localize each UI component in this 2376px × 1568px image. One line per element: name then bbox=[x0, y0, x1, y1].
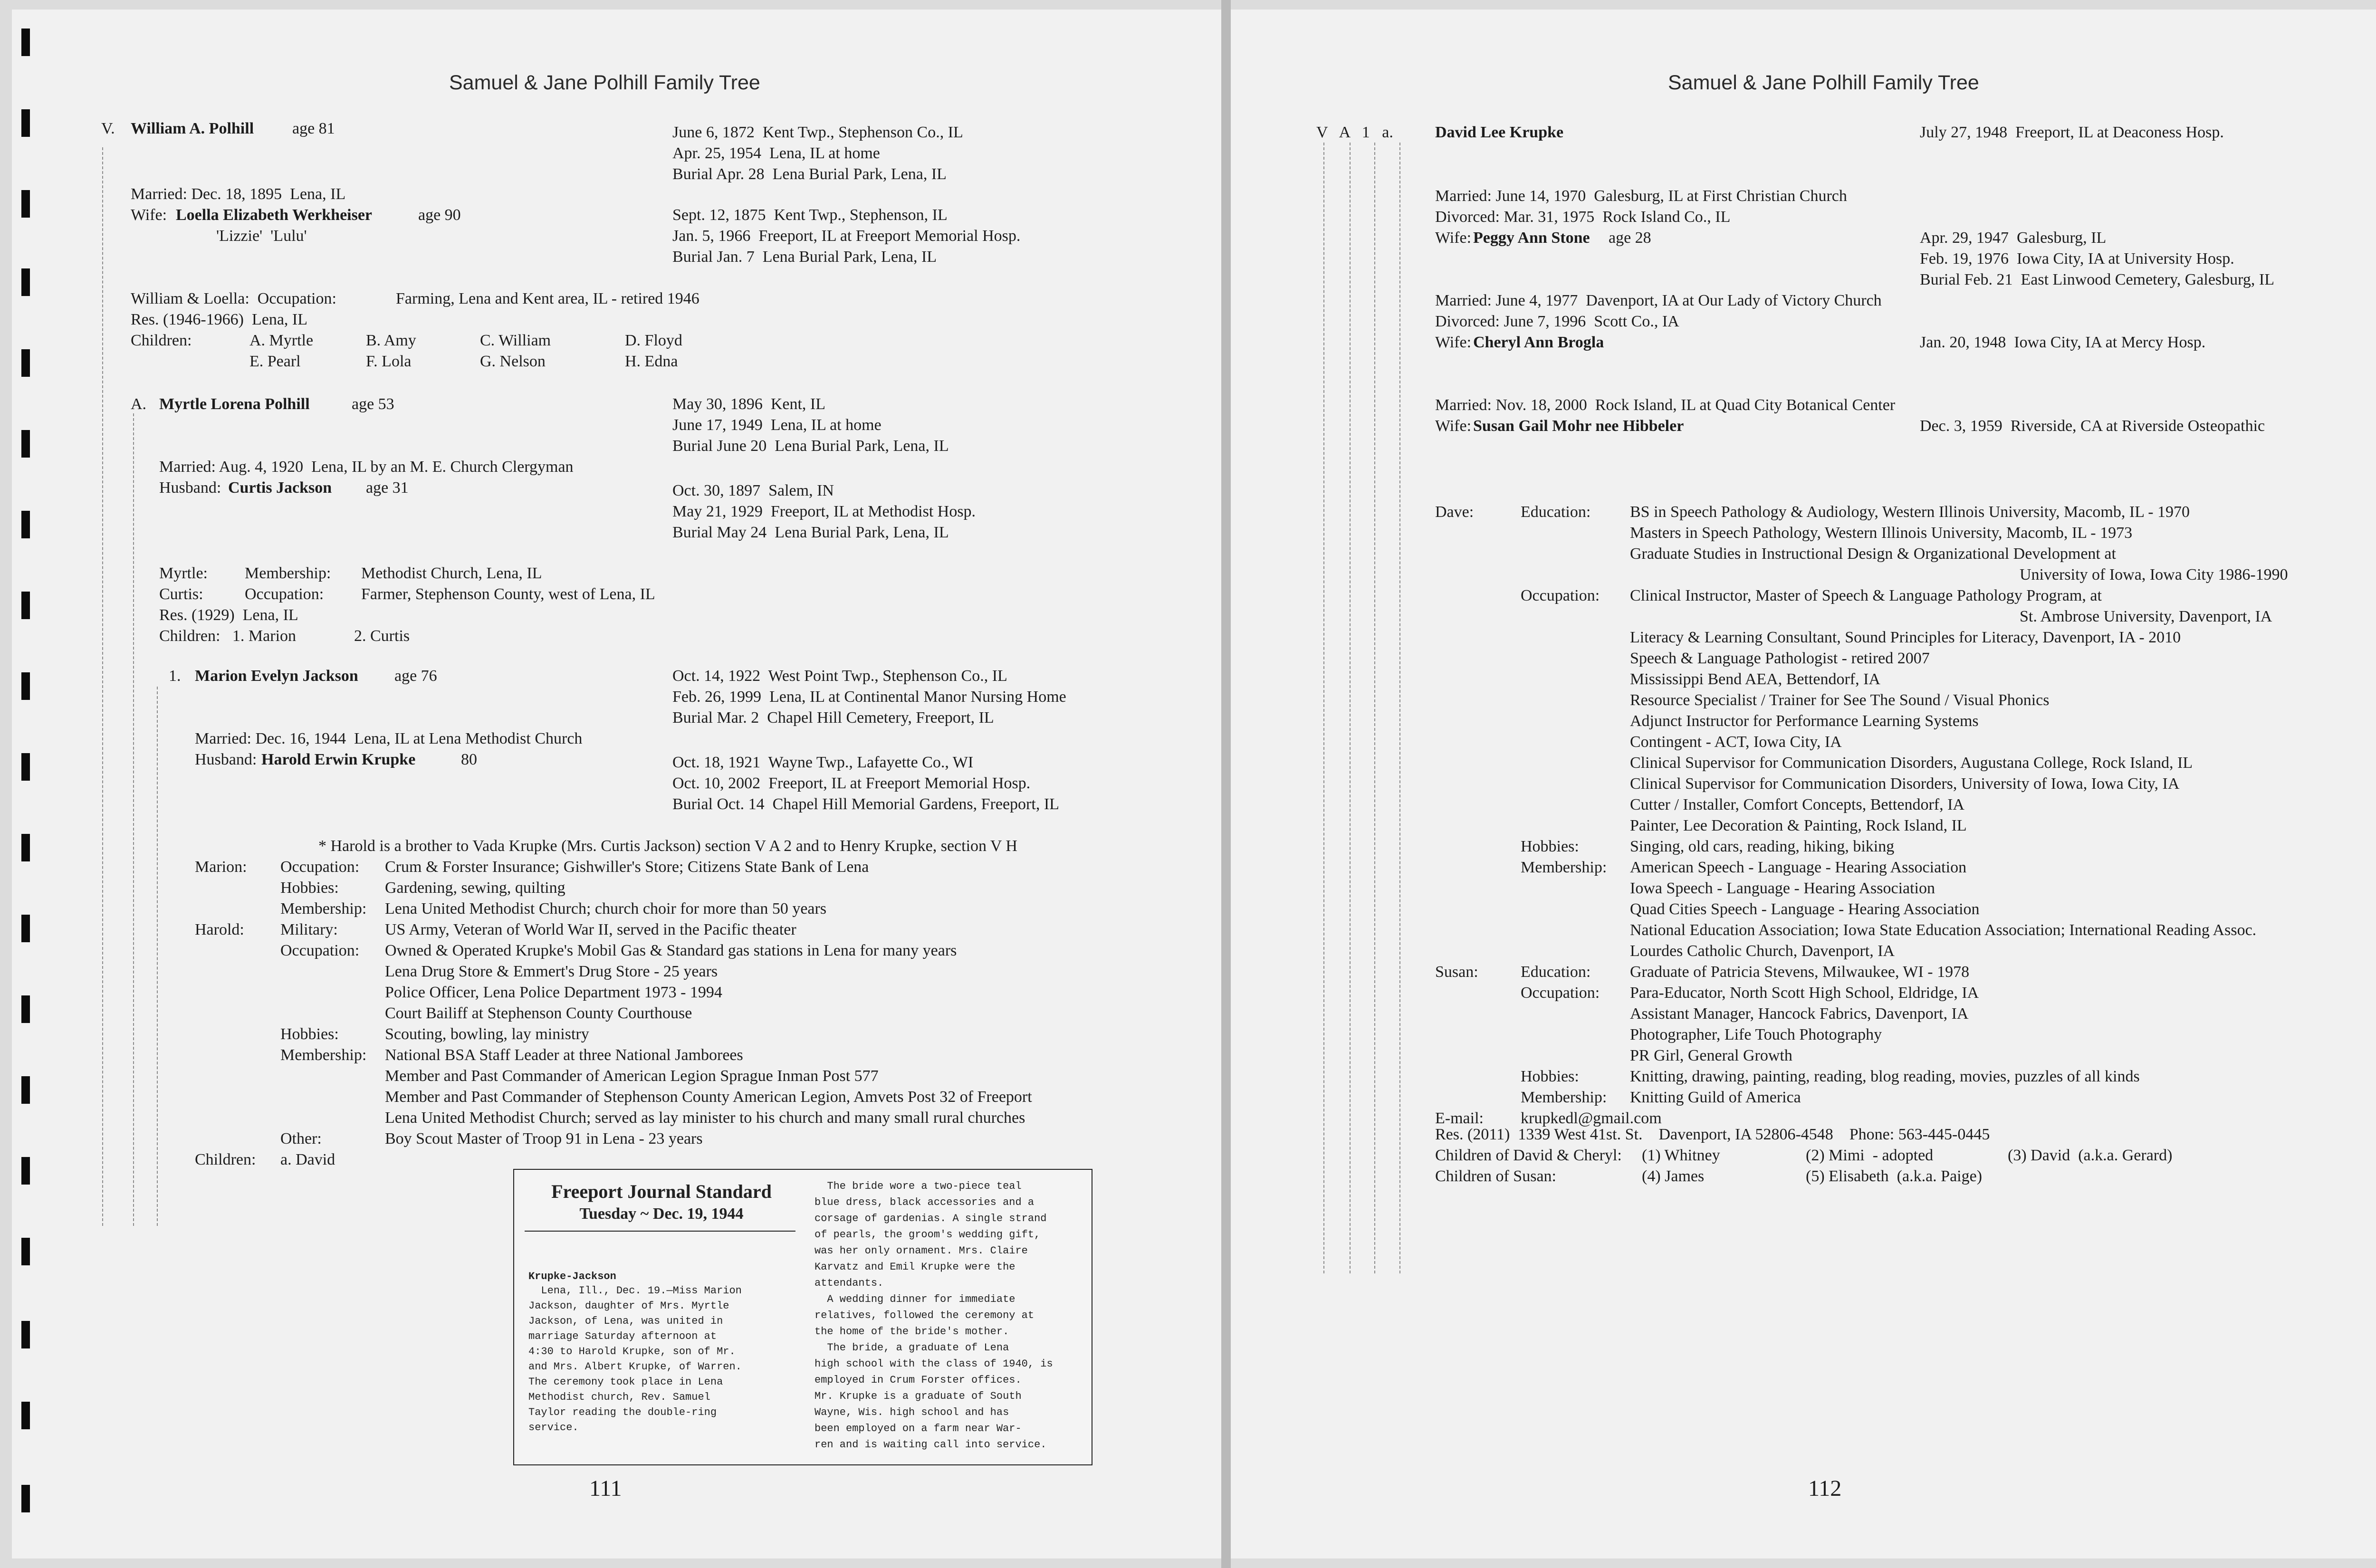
binder-hole bbox=[21, 190, 30, 218]
tree-line-v bbox=[1323, 143, 1324, 1273]
clipping-line: Karvatz and Emil Krupke were the bbox=[814, 1261, 1016, 1273]
detail-value: Clinical Supervisor for Communication Disorders, Augustana College, Rock Island, IL bbox=[1630, 754, 2193, 772]
clipping-line: Lena, Ill., Dec. 19.—Miss Marion bbox=[528, 1285, 742, 1297]
divorce: Divorced: June 7, 1996 Scott Co., IA bbox=[1435, 313, 1679, 330]
birth-date: Sept. 12, 1875 Kent Twp., Stephenson, IL bbox=[672, 206, 948, 224]
age: 80 bbox=[461, 751, 477, 768]
detail-key: Occupation: bbox=[1521, 587, 1600, 604]
child: H. Edna bbox=[625, 353, 678, 370]
birth-date: May 30, 1896 Kent, IL bbox=[672, 395, 826, 413]
child: (5) Elisabeth (a.k.a. Paige) bbox=[1806, 1167, 1983, 1185]
detail-value: Farmer, Stephenson County, west of Lena, IL bbox=[361, 585, 655, 603]
person-name: Marion Evelyn Jackson bbox=[195, 667, 358, 685]
spouse-label: Wife: bbox=[131, 206, 171, 224]
detail-key: Membership: bbox=[1521, 859, 1607, 876]
detail-value: Speech & Language Pathologist - retired 2007 bbox=[1630, 650, 1930, 667]
residence: Res. (1946-1966) Lena, IL bbox=[131, 311, 308, 328]
detail-value: Lourdes Catholic Church, Davenport, IA bbox=[1630, 942, 1895, 960]
detail-key: Occupation: bbox=[245, 585, 324, 603]
clipping-line: service. bbox=[528, 1422, 579, 1434]
child: (4) James bbox=[1642, 1167, 1705, 1185]
detail-value: Quad Cities Speech - Language - Hearing Association bbox=[1630, 900, 1980, 918]
detail-value: National BSA Staff Leader at three National Jamborees bbox=[385, 1046, 743, 1064]
spouse-name: Cheryl Ann Brogla bbox=[1473, 334, 1604, 351]
detail-key: Membership: bbox=[280, 1046, 367, 1064]
child: (2) Mimi - adopted bbox=[1806, 1147, 1934, 1164]
spouse-name: Curtis Jackson bbox=[228, 479, 332, 497]
clipping-dateline: Tuesday ~ Dec. 19, 1944 bbox=[579, 1205, 744, 1223]
child: C. William bbox=[480, 332, 551, 349]
birth-date: Oct. 18, 1921 Wayne Twp., Lafayette Co., WI bbox=[672, 754, 974, 771]
binder-hole bbox=[21, 1485, 30, 1512]
section-label: A. bbox=[131, 395, 147, 413]
birth-date: June 6, 1872 Kent Twp., Stephenson Co., IL bbox=[672, 124, 963, 141]
detail-person: Dave: bbox=[1435, 503, 1474, 521]
clipping-line: A wedding dinner for immediate bbox=[814, 1293, 1016, 1305]
spouse-label: Wife: bbox=[1435, 417, 1475, 435]
detail-value: Graduate of Patricia Stevens, Milwaukee, WI - 1978 bbox=[1630, 963, 1970, 981]
birth-date: Jan. 20, 1948 Iowa City, IA at Mercy Hosp. bbox=[1920, 334, 2206, 351]
child: (1) Whitney bbox=[1642, 1147, 1720, 1164]
binder-hole bbox=[21, 268, 30, 296]
detail-person: Harold: bbox=[195, 921, 244, 938]
detail-value: Member and Past Commander of American Legion Sprague Inman Post 577 bbox=[385, 1067, 879, 1085]
footnote: * Harold is a brother to Vada Krupke (Mrs. Curtis Jackson) section V A 2 and to Henry Krupke, section V H bbox=[318, 837, 1017, 855]
clipping-line: high school with the class of 1940, is bbox=[814, 1358, 1053, 1370]
binder-hole bbox=[21, 1157, 30, 1185]
birth-date: Oct. 14, 1922 West Point Twp., Stephenson Co., IL bbox=[672, 667, 1007, 685]
binder-hole bbox=[21, 995, 30, 1023]
detail-value: Crum & Forster Insurance; Gishwiller's Store; Citizens State Bank of Lena bbox=[385, 858, 869, 876]
page-number: 111 bbox=[589, 1476, 622, 1501]
clipping-line: The bride wore a two-piece teal bbox=[814, 1180, 1022, 1192]
spouse-name: Harold Erwin Krupke bbox=[261, 751, 416, 768]
age: age 53 bbox=[352, 395, 394, 413]
clipping-masthead: Freeport Journal Standard bbox=[551, 1181, 772, 1202]
child: G. Nelson bbox=[480, 353, 546, 370]
occupation: Farming, Lena and Kent area, IL - retired 1946 bbox=[396, 290, 699, 307]
clipping-line: of pearls, the groom's wedding gift, bbox=[814, 1229, 1041, 1241]
spouse-label: Wife: bbox=[1435, 334, 1475, 351]
clipping-line: relatives, followed the ceremony at bbox=[814, 1310, 1035, 1321]
burial: Burial Feb. 21 East Linwood Cemetery, Galesburg, IL bbox=[1920, 271, 2274, 288]
children-label: Children of David & Cheryl: bbox=[1435, 1147, 1622, 1164]
binder-hole bbox=[21, 1076, 30, 1104]
child: B. Amy bbox=[366, 332, 416, 349]
spouse-name: Loella Elizabeth Werkheiser bbox=[176, 206, 373, 224]
child: 2. Curtis bbox=[354, 627, 410, 645]
detail-value: BS in Speech Pathology & Audiology, Western Illinois University, Macomb, IL - 1970 bbox=[1630, 503, 2190, 521]
detail-value: Gardening, sewing, quilting bbox=[385, 879, 565, 897]
detail-key: Membership: bbox=[1521, 1089, 1607, 1106]
detail-value: National Education Association; Iowa State Education Association; International Reading Assoc. bbox=[1630, 921, 2257, 939]
detail-value: Member and Past Commander of Stephenson County American Legion, Amvets Post 32 of Freeport bbox=[385, 1088, 1032, 1106]
clipping-line: 4:30 to Harold Krupke, son of Mr. bbox=[528, 1346, 736, 1358]
binder-hole bbox=[21, 592, 30, 619]
detail-value: Contingent - ACT, Iowa City, IA bbox=[1630, 733, 1842, 751]
burial: Burial Mar. 2 Chapel Hill Cemetery, Freeport, IL bbox=[672, 709, 994, 727]
spouse-label: Husband: bbox=[159, 479, 225, 497]
marriage: Married: Dec. 18, 1895 Lena, IL bbox=[131, 185, 346, 203]
clipping-rule bbox=[525, 1231, 795, 1232]
detail-value: Boy Scout Master of Troop 91 in Lena - 23 years bbox=[385, 1130, 703, 1147]
child: A. Myrtle bbox=[249, 332, 314, 349]
detail-key: Hobbies: bbox=[1521, 1068, 1579, 1085]
detail-value: Para-Educator, North Scott High School, Eldridge, IA bbox=[1630, 984, 1979, 1002]
residence: Res. (1929) Lena, IL bbox=[159, 606, 298, 624]
detail-key: Hobbies: bbox=[280, 879, 339, 897]
tree-line-v bbox=[102, 147, 103, 1226]
detail-value: Court Bailiff at Stephenson County Courthouse bbox=[385, 1004, 692, 1022]
detail-value: Scouting, bowling, lay ministry bbox=[385, 1025, 589, 1043]
clipping-line: the home of the bride's mother. bbox=[814, 1326, 1009, 1338]
residence: Res. (2011) 1339 West 41st. St. Davenport, IA 52806-4548 Phone: 563-445-0445 bbox=[1435, 1126, 1990, 1143]
person-name: Myrtle Lorena Polhill bbox=[159, 395, 310, 413]
children-label: Children: 1. Marion bbox=[159, 627, 297, 645]
detail-key: Occupation: bbox=[280, 858, 360, 876]
detail-value: Lena Drug Store & Emmert's Drug Store - 25 years bbox=[385, 963, 718, 980]
detail-value: Methodist Church, Lena, IL bbox=[361, 564, 542, 582]
detail-value: St. Ambrose University, Davenport, IA bbox=[2020, 608, 2272, 625]
burial: Burial Jan. 7 Lena Burial Park, Lena, IL bbox=[672, 248, 937, 266]
detail-key: Hobbies: bbox=[280, 1025, 339, 1043]
page-title: Samuel & Jane Polhill Family Tree bbox=[1668, 71, 1979, 94]
binder-hole bbox=[21, 753, 30, 781]
tree-line-1 bbox=[1374, 143, 1375, 1273]
detail-label: Curtis: bbox=[159, 585, 203, 603]
binder-hole bbox=[21, 1238, 30, 1265]
clipping-line: Taylor reading the double-ring bbox=[528, 1406, 717, 1418]
nickname: 'Lizzie' 'Lulu' bbox=[216, 227, 307, 245]
death-date: Apr. 25, 1954 Lena, IL at home bbox=[672, 144, 880, 162]
detail-value: University of Iowa, Iowa City 1986-1990 bbox=[2020, 566, 2288, 583]
binder-hole bbox=[21, 915, 30, 942]
clipping-line: The ceremony took place in Lena bbox=[528, 1376, 723, 1388]
left-page bbox=[12, 10, 1221, 1558]
clipping-line: corsage of gardenias. A single strand bbox=[814, 1213, 1047, 1224]
binder-hole bbox=[21, 109, 30, 137]
burial: Burial June 20 Lena Burial Park, Lena, IL bbox=[672, 437, 949, 455]
section-label: 1. bbox=[169, 667, 181, 685]
detail-person: Children: bbox=[195, 1151, 256, 1168]
binder-hole bbox=[21, 430, 30, 458]
tree-line-a bbox=[133, 413, 134, 1226]
right-page bbox=[1231, 10, 2376, 1558]
detail-person: Marion: bbox=[195, 858, 247, 876]
detail-value: Lena United Methodist Church; church choir for more than 50 years bbox=[385, 900, 827, 918]
detail-key: Hobbies: bbox=[1521, 838, 1579, 855]
clipping-line: was her only ornament. Mrs. Claire bbox=[814, 1245, 1028, 1257]
marriage: Married: Nov. 18, 2000 Rock Island, IL at Quad City Botanical Center bbox=[1435, 396, 1896, 414]
person-name: David Lee Krupke bbox=[1435, 124, 1564, 141]
death-date: Oct. 10, 2002 Freeport, IL at Freeport Memorial Hosp. bbox=[672, 774, 1031, 792]
tree-line-a bbox=[1350, 143, 1351, 1273]
marriage: Married: June 14, 1970 Galesburg, IL at First Christian Church bbox=[1435, 187, 1847, 205]
clipping-line: marriage Saturday afternoon at bbox=[528, 1330, 717, 1342]
detail-value: Lena United Methodist Church; served as lay minister to his church and many small rural churches bbox=[385, 1109, 1025, 1127]
detail-key: a. David bbox=[280, 1151, 335, 1168]
clipping-line: The bride, a graduate of Lena bbox=[814, 1342, 1009, 1354]
age: age 81 bbox=[292, 120, 335, 137]
detail-value: Literacy & Learning Consultant, Sound Principles for Literacy, Davenport, IA - 2010 bbox=[1630, 629, 2181, 646]
detail-key: Membership: bbox=[245, 564, 331, 582]
death-date: Feb. 26, 1999 Lena, IL at Continental Manor Nursing Home bbox=[672, 688, 1066, 706]
binding-gutter bbox=[1221, 0, 1231, 1568]
birth-date: Apr. 29, 1947 Galesburg, IL bbox=[1920, 229, 2107, 247]
detail-key: Other: bbox=[280, 1130, 322, 1147]
detail-value: Assistant Manager, Hancock Fabrics, Davenport, IA bbox=[1630, 1005, 1969, 1023]
detail-value: Knitting, drawing, painting, reading, blog reading, movies, puzzles of all kinds bbox=[1630, 1068, 2140, 1085]
detail-key: Military: bbox=[280, 921, 338, 938]
binder-hole bbox=[21, 1321, 30, 1348]
detail-value: Clinical Supervisor for Communication Disorders, University of Iowa, Iowa City, IA bbox=[1630, 775, 2180, 793]
spouse-label: Wife: bbox=[1435, 229, 1475, 247]
tree-line-1 bbox=[157, 687, 158, 1226]
detail-key: krupkedl@gmail.com bbox=[1521, 1109, 1662, 1127]
section-label: V A 1 a. bbox=[1316, 124, 1393, 141]
death-date: June 17, 1949 Lena, IL at home bbox=[672, 416, 881, 434]
clipping-line: been employed on a farm near War- bbox=[814, 1423, 1022, 1434]
death-date: Jan. 5, 1966 Freeport, IL at Freeport Memorial Hosp. bbox=[672, 227, 1021, 245]
child: D. Floyd bbox=[625, 332, 682, 349]
age: age 76 bbox=[394, 667, 437, 685]
clipping-line: Jackson, daughter of Mrs. Myrtle bbox=[528, 1300, 729, 1312]
detail-value: Police Officer, Lena Police Department 1973 - 1994 bbox=[385, 984, 722, 1001]
child: (3) David (a.k.a. Gerard) bbox=[2008, 1147, 2173, 1164]
children-label: Children of Susan: bbox=[1435, 1167, 1556, 1185]
child: F. Lola bbox=[366, 353, 412, 370]
detail-value: Iowa Speech - Language - Hearing Association bbox=[1630, 880, 1935, 897]
child: E. Pearl bbox=[249, 353, 301, 370]
burial: Burial Oct. 14 Chapel Hill Memorial Gardens, Freeport, IL bbox=[672, 795, 1059, 813]
detail-value: Adjunct Instructor for Performance Learning Systems bbox=[1630, 712, 1979, 730]
occupation-label: William & Loella: Occupation: bbox=[131, 290, 336, 307]
age: age 28 bbox=[1609, 229, 1651, 247]
spouse-name: Peggy Ann Stone bbox=[1473, 229, 1590, 247]
detail-person: Susan: bbox=[1435, 963, 1478, 981]
children-label: Children: bbox=[131, 332, 192, 349]
page-title: Samuel & Jane Polhill Family Tree bbox=[449, 71, 760, 94]
binder-hole bbox=[21, 1402, 30, 1429]
burial: Burial Apr. 28 Lena Burial Park, Lena, IL bbox=[672, 165, 947, 183]
detail-value: Clinical Instructor, Master of Speech & Language Pathology Program, at bbox=[1630, 587, 2102, 604]
clipping-line: employed in Crum Forster offices. bbox=[814, 1374, 1022, 1386]
detail-value: Singing, old cars, reading, hiking, biking bbox=[1630, 838, 1895, 855]
detail-key: Occupation: bbox=[1521, 984, 1600, 1002]
divorce: Divorced: Mar. 31, 1975 Rock Island Co., IL bbox=[1435, 208, 1731, 226]
clipping-line: Jackson, of Lena, was united in bbox=[528, 1315, 723, 1327]
detail-value: PR Girl, General Growth bbox=[1630, 1047, 1792, 1064]
tree-line-a2 bbox=[1399, 143, 1400, 1273]
detail-key: Education: bbox=[1521, 963, 1591, 981]
burial: Burial May 24 Lena Burial Park, Lena, IL bbox=[672, 524, 949, 541]
detail-value: Owned & Operated Krupke's Mobil Gas & Standard gas stations in Lena for many years bbox=[385, 942, 957, 959]
detail-label: Myrtle: bbox=[159, 564, 208, 582]
detail-value: Photographer, Life Touch Photography bbox=[1630, 1026, 1882, 1043]
binder-hole bbox=[21, 672, 30, 700]
spouse-name: Susan Gail Mohr nee Hibbeler bbox=[1473, 417, 1684, 435]
birth-date: Dec. 3, 1959 Riverside, CA at Riverside Osteopathic bbox=[1920, 417, 2265, 435]
marriage: Married: Aug. 4, 1920 Lena, IL by an M. E. Church Clergyman bbox=[159, 458, 574, 476]
clipping-line: Mr. Krupke is a graduate of South bbox=[814, 1390, 1022, 1402]
page-number: 112 bbox=[1808, 1476, 1842, 1501]
clipping-line: attendants. bbox=[814, 1277, 884, 1289]
death-date: Feb. 19, 1976 Iowa City, IA at University Hosp. bbox=[1920, 250, 2234, 268]
detail-value: Graduate Studies in Instructional Design & Organizational Development at bbox=[1630, 545, 2116, 563]
binder-hole bbox=[21, 511, 30, 538]
clipping-line: Wayne, Wis. high school and has bbox=[814, 1406, 1009, 1418]
detail-key: Membership: bbox=[280, 900, 367, 918]
clipping-line: and Mrs. Albert Krupke, of Warren. bbox=[528, 1361, 742, 1373]
death-date: May 21, 1929 Freeport, IL at Methodist Hosp. bbox=[672, 503, 976, 520]
detail-value: American Speech - Language - Hearing Association bbox=[1630, 859, 1967, 876]
detail-key: Education: bbox=[1521, 503, 1591, 521]
binder-hole bbox=[21, 349, 30, 377]
birth-date: Oct. 30, 1897 Salem, IN bbox=[672, 482, 834, 499]
detail-value: Knitting Guild of America bbox=[1630, 1089, 1801, 1106]
section-label: V. bbox=[101, 120, 115, 137]
clipping-line: blue dress, black accessories and a bbox=[814, 1196, 1035, 1208]
clipping-headline: Krupke-Jackson bbox=[528, 1271, 616, 1282]
marriage: Married: Dec. 16, 1944 Lena, IL at Lena Methodist Church bbox=[195, 730, 583, 747]
binder-hole bbox=[21, 834, 30, 861]
detail-value: US Army, Veteran of World War II, served in the Pacific theater bbox=[385, 921, 796, 938]
age: age 90 bbox=[418, 206, 461, 224]
person-name: William A. Polhill bbox=[131, 120, 254, 137]
marriage: Married: June 4, 1977 Davenport, IA at Our Lady of Victory Church bbox=[1435, 292, 1882, 309]
binder-hole bbox=[21, 29, 30, 56]
newspaper-clipping bbox=[513, 1169, 1092, 1465]
detail-key: Occupation: bbox=[280, 942, 360, 959]
clipping-line: ren and is waiting call into service. bbox=[814, 1439, 1047, 1451]
detail-value: Masters in Speech Pathology, Western Illinois University, Macomb, IL - 1973 bbox=[1630, 524, 2133, 542]
spouse-label: Husband: bbox=[195, 751, 261, 768]
birth-date: July 27, 1948 Freeport, IL at Deaconess Hosp. bbox=[1920, 124, 2224, 141]
detail-value: Mississippi Bend AEA, Bettendorf, IA bbox=[1630, 670, 1880, 688]
detail-value: Painter, Lee Decoration & Painting, Rock Island, IL bbox=[1630, 817, 1967, 834]
age: age 31 bbox=[366, 479, 409, 497]
clipping-line: Methodist church, Rev. Samuel bbox=[528, 1391, 710, 1403]
detail-value: Resource Specialist / Trainer for See The Sound / Visual Phonics bbox=[1630, 691, 2050, 709]
detail-value: Cutter / Installer, Comfort Concepts, Bettendorf, IA bbox=[1630, 796, 1964, 813]
detail-person: E-mail: bbox=[1435, 1109, 1484, 1127]
